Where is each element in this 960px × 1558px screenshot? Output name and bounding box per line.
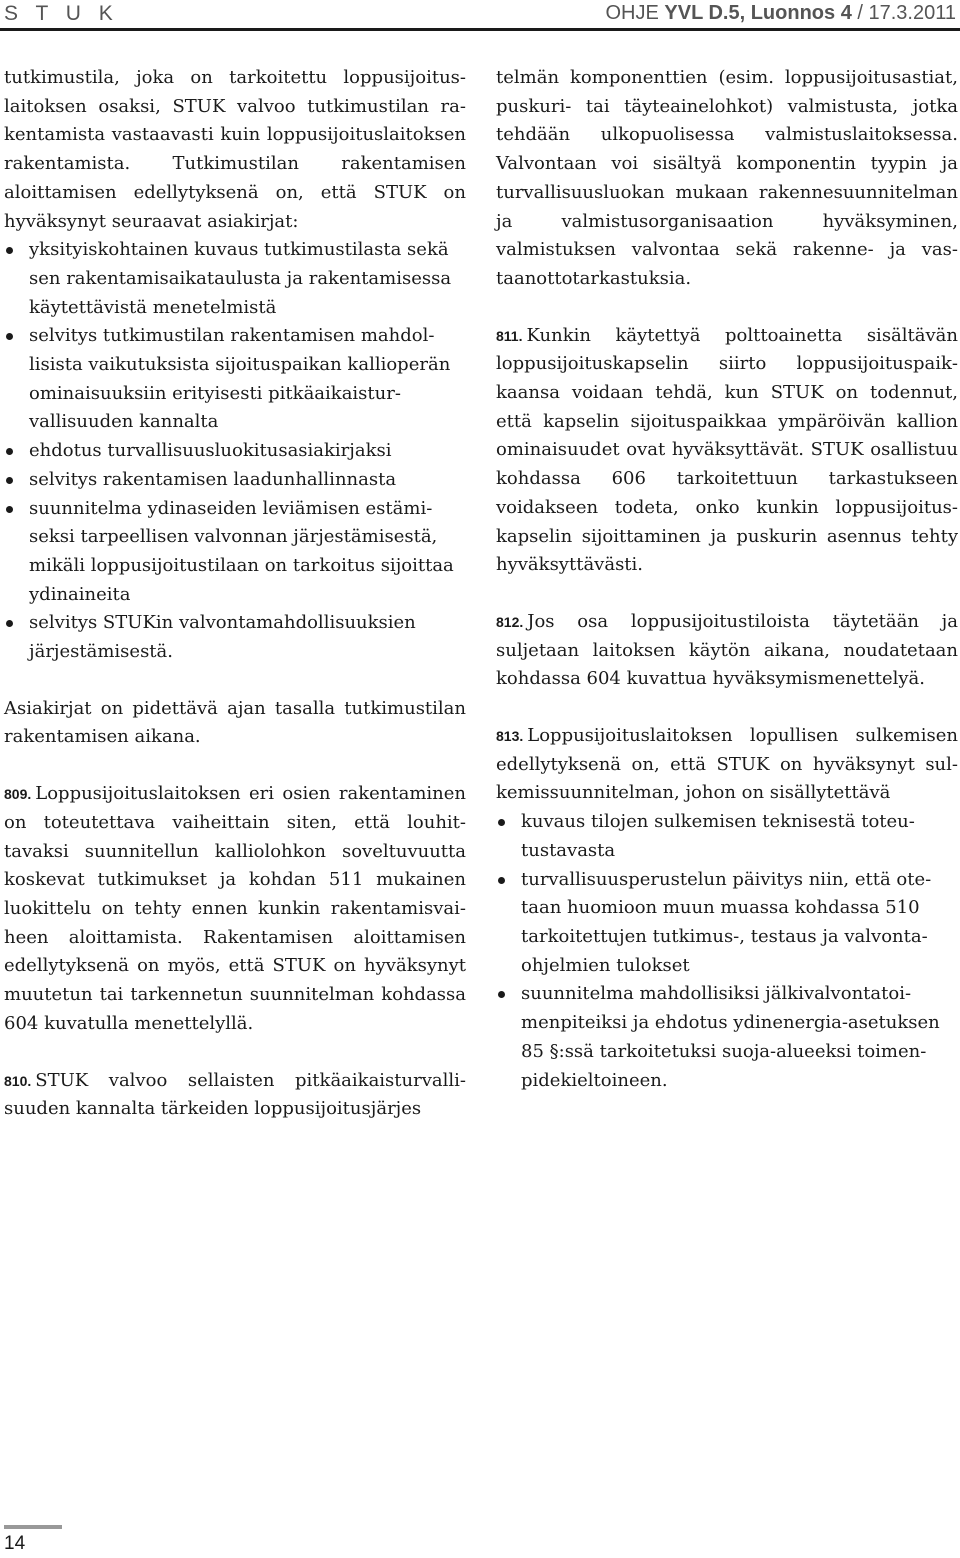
page-header (0, 0, 960, 31)
paragraph-number: 813. (496, 728, 524, 745)
paragraph-number: 809. (4, 786, 32, 803)
page-number: 14 (4, 1533, 26, 1554)
paragraph-text: Loppusijoituslaitoksen lopullisen sulkemisen edellytyksenä on, että STUK on hyväksynyt sulkemissuunnitelman, johon on sisällytettävä (496, 725, 958, 804)
paragraph-811 (496, 322, 958, 580)
document-id-bold: YVL D.5, Luonnos 4 (664, 2, 852, 24)
document-id (605, 2, 956, 25)
paragraph-810 (4, 1067, 466, 1124)
list-item: suunnitelma ydinaseiden leviämisen estämiseksi tarpeellisen valvonnan järjestämisestä, mikäli loppusijoitustilaan on tarkoitus sijoittaa ydinaineita (4, 495, 466, 610)
footer-divider (4, 1525, 62, 1529)
paragraph-text: Jos osa loppusijoitustiloista täytetään ja suljetaan laitoksen käytön aikana, noudatetaan kohdassa 604 kuvattua hyväksymismenettelyä. (496, 610, 958, 690)
list-item: yksityiskohtainen kuvaus tutkimustilasta sekä sen rakentamisaikataulusta ja rakentamisessa käytettävistä menetelmistä (4, 236, 466, 322)
paragraph-810-continued: telmän komponenttien (esim. loppusijoitusastiat, puskuri- tai täyteainelohkot) valmistusta, jotka tehdään ulkopuolisessa valmistuslaitoksessa. Valvontaan voi sisältyä komponentin tyypin ja turvallisuusluokan mukaan rakennesuunnitelman ja valmistusorganisaation hyväksyminen, valmistuksen valvontaa sekä rakenne- ja vastaanottotarkastuksia. (496, 67, 958, 289)
list-item: suunnitelma mahdollisiksi jälkivalvontatoimenpiteiksi ja ehdotus ydinenergia-asetuksen 85 §:ssä tarkoitetuksi suoja-alueeksi toimenpidekieltoineen. (496, 980, 958, 1095)
list-item: turvallisuusperustelun päivitys niin, että otetaan huomioon muun muassa kohdassa 510 tarkoitettujen tutkimus-, testaus ja valvontaohjelmien tulokset (496, 866, 958, 981)
paragraph-812 (496, 608, 958, 694)
closing-paragraph: Asiakirjat on pidettävä ajan tasalla tutkimustilan rakentamisen aikana. (4, 697, 466, 748)
paragraph-number: 811. (496, 327, 523, 344)
list-item: selvitys rakentamisen laadunhallinnasta (4, 466, 466, 495)
paragraph-809 (4, 780, 466, 1038)
left-column (4, 64, 466, 1124)
closure-plan-list (496, 808, 958, 1095)
paragraph-number: 812. (496, 613, 524, 630)
paragraph-813 (496, 722, 958, 808)
paragraph-text: STUK valvoo sellaisten pitkäaikaisturvallisuuden kannalta tärkeiden loppusijoitusjärjes (4, 1069, 466, 1120)
list-item: kuvaus tilojen sulkemisen teknisestä toteutustavasta (496, 808, 958, 865)
list-item: selvitys tutkimustilan rakentamisen mahdollisista vaikutuksista sijoituspaikan kallioperän ominaisuuksiin erityisesti pitkäaikaisturvallisuuden kannalta (4, 322, 466, 437)
document-id-prefix: OHJE (605, 2, 665, 24)
list-item: selvitys STUKin valvontamahdollisuuksien järjestämisestä. (4, 609, 466, 666)
required-documents-list (4, 236, 466, 667)
publisher-label: S T U K (4, 2, 119, 25)
paragraph-text: Kunkin käytettyä polttoainetta sisältävän loppusijoituskapselin siirto loppusijoituspaikkaansa voidaan tehdä, kun STUK on todennut, että kapselin sijoituspaikkaa ympäröivän kallion ominaisuudet ovat hyväksyttävät. STUK osallistuu kohdassa 606 tarkoitettuun tarkastukseen voidakseen todeta, onko kunkin loppusijoituskapselin sijoittaminen ja puskurin asennus tehty hyväksyttävästi. (496, 324, 958, 576)
document-date: / 17.3.2011 (851, 2, 956, 24)
list-item: ehdotus turvallisuusluokitusasiakirjaksi (4, 437, 466, 466)
intro-paragraph: tutkimustila, joka on tarkoitettu loppusijoituslaitoksen osaksi, STUK valvoo tutkimustilan rakentamista vastaavasti kuin loppusijoituslaitoksen rakentamista. Tutkimustilan rakentamisen aloittamisen edellytyksenä on, että STUK on hyväksynyt seuraavat asiakirjat: (4, 67, 466, 232)
paragraph-text: Loppusijoituslaitoksen eri osien rakentaminen on toteutettava vaiheittain siten, että louhittavaksi suunnitellun kalliolohkon soveltuvuutta koskevat tutkimukset ja kohdan 511 mukainen luokittelu on tehty ennen kunkin rakentamisvaiheen aloittamista. Rakentamisen aloittamisen edellytyksenä on myös, että STUK on hyväksynyt muutetun tai tarkennetun suunnitelman kohdassa 604 kuvatulla menettelyllä. (4, 783, 466, 1034)
paragraph-number: 810. (4, 1072, 32, 1089)
right-column (496, 64, 958, 1095)
